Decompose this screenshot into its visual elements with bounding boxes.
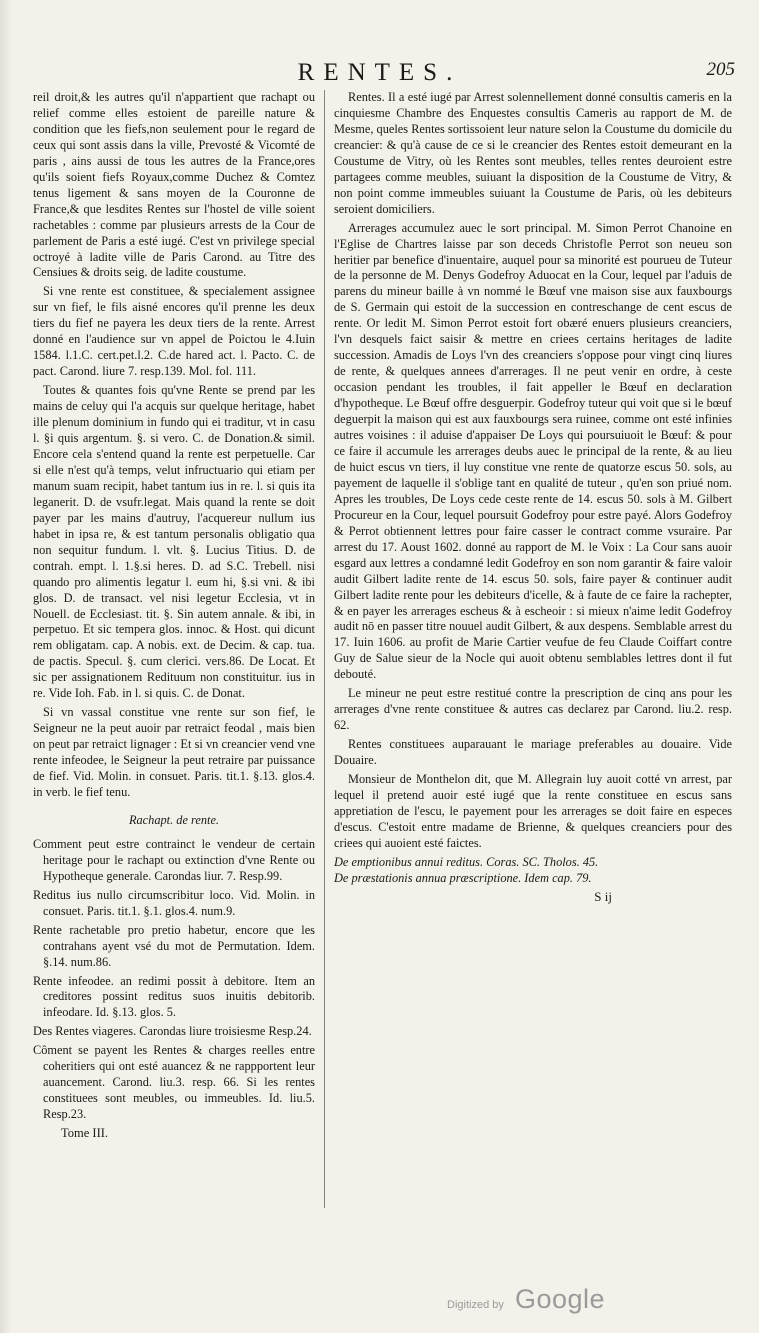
left-column xyxy=(33,90,315,1142)
left-paragraph: Reditus ius nullo circumscribitur loco. Vid. Molin. in consuet. Paris. tit.1. §.1. glos.4. num.9. xyxy=(33,887,315,918)
section-heading: Rachapt. de rente. xyxy=(128,812,220,827)
running-header xyxy=(0,55,759,95)
folio-number: 205 xyxy=(706,59,735,80)
right-column xyxy=(334,90,732,905)
left-paragraph: Si vne rente est constituee, & specialement assignee sur vn fief, le fils aisné encores qu'il prenne les deux tiers du fief ne payera les deux tiers de la rente. Arrest donné en l'audience sur vn appel de Poictou le 4.Iuin 1584. l.1.C. cert.pet.l.2. C.de hared act. l. Pacto. C. de pact. Carond. liure 7. resp.139. Mol. fol. 111. xyxy=(33,284,315,379)
left-paragraph: Côment se payent les Rentes & charges reelles entre coheritiers qui ont esté auancez & ne rappportent leur auancement. Carond. liu.3. resp. 66. Si les rentes constituees sont meubles, ou immeubles. Id. liu.5. Resp.23. xyxy=(33,1043,315,1122)
volume-label: Tome III. xyxy=(61,1126,109,1141)
right-paragraph: Rentes constituees auparauant le mariage preferables au douaire. Vide Douaire. xyxy=(334,737,732,768)
right-paragraph: Le mineur ne peut estre restitué contre la prescription de cinq ans pour les arrerages d'vne rente constituee & autres cas declarez par Carond. liu.2. resp. 62. xyxy=(334,686,732,733)
right-paragraph: Arrerages accumulez auec le sort principal. M. Simon Perrot Chanoine en l'Eglise de Chartres laisse par son deceds Christofle Perrot son neueu son heritier par benefice d'inuentaire, auquel pour sa minorité est pourueu de Tuteur de la personne de M. Denys Godefroy Aduocat en la Cour, lequel par l'aduis de parens du mineur baille à vn nommé le Bœuf vne maison sise aux fauxbourgs de S. Germain qui estoit de la succession en contreschange de cent escus de rente. Or ledit M. Simon Perrot estoit fort obæré enuers plusieurs creanciers, l'vn desquels faict saisir & mettre en criees certains heritages de ladite succession. Amadis de Loys l'vn des creanciers s'oppose pour vingt cinq liures de rente, & quelques annees d'arrerages. Il ne peut venir en ordre, à ceste occasion pendant les troubles, il fait appeller le Bœuf en declaration d'hypotheque. Le Bœuf offre desguerpir. Godefroy tuteur qui voit que si le bœuf deguerpit la maison qui est aux fauxbourgs sera ruinee, comme ont esté infinies autres voisines : il aduise d'appaiser De Loys qui poursuiuoit le Bœuf: & pour ce faire il accumule les arrerages deubs auec le principal de la rente, & au lieu de huict escus vn tiers, il luy constitue vne rente de quatorze escus 50. sols, au payement de laquelle il s'oblige tant en qualité de tuteur , qu'en son priué nom. Apres les troubles, De Loys cede ceste rente de 14. escus 50. sols à M. Gilbert Procureur en la Cour, lequel poursuit Godefroy pour estre payé. Alors Godefroy & Perrot obtiennent lettres pour faire casser le contract comme vsuraire. Par arrest du 17. Aoust 1602. donné au rapport de M. le Voix : La Cour sans auoir esgard aux lettres a condamné ledit Godefroy en son nom garantir & faire valoir audit Gilbert ladite rente de 14. escus 50. sols, faire payer & continuer audit Gilbert ladite rente pour les debiteurs d'icelle, & à faute de ce faire la rachepter, & en payer les arrerages escheus & à escheoir : si mieux n'aime ledit Godefroy audit nō en passer titre nouuel audit Gilbert, & aux despens. Semblable arrest du 17. Iuin 1606. au profit de Marie Cartier veufue de feu Claude Coiffart contre Guy de Salue sieur de la Nocle qui auoit obtenu semblables lettres dont il fut debouté. xyxy=(334,220,732,682)
watermark-prefix: Digitized by xyxy=(447,1299,504,1311)
left-paragraph: Comment peut estre contrainct le vendeur de certain heritage pour le rachapt ou extinction d'vne Rente ou Hypotheque generale. Carondas liur. 7. Resp.99. xyxy=(33,836,315,883)
signature-mark: S ij xyxy=(594,888,612,904)
page-title: RENTES. xyxy=(297,59,462,86)
left-paragraph: Des Rentes viageres. Carondas liure troisiesme Resp.24. xyxy=(33,1024,312,1039)
google-logo: Google xyxy=(515,1284,606,1314)
left-paragraph: Rente rachetable pro pretio habetur, encore que les contrahans ayent vsé du mot de Permutation. Idem. §.14. num.86. xyxy=(33,922,315,969)
left-paragraph: Rente infeodee. an redimi possit à debitore. Item an creditores possint reditus suos inuitis debitorib. infeodare. Id. §.13. glos. 5. xyxy=(33,973,315,1020)
digitized-watermark xyxy=(447,1284,747,1324)
left-paragraph: Toutes & quantes fois qu'vne Rente se prend par les mains de celuy qui l'a acquis sur quelque heritage, habet ille plenum dominium in fundo qui ei traditur, vt in casu l. §i quis argentum. §. si vero. C. de Donation.& simil. Encore cela s'entend quand la rente est perpetuelle. Car si elle n'est qu'à temps, velut infructuario qui etiam per manum suam recipit, habet tantum ius in re. l. si quis ita leganerit. D. de vsufr.legat. Mais quand la rente se doit payer par les mains d'autruy, l'acquereur nullum ius habet in ipsa re, & est tantum personalis obligatio qua non sequitur fundum. l. vlt. §. Lucius Titius. D. de contrah. empt. l. 1.§.si heres. D. ad S.C. Trebell. nisi quando pro alimentis legatur l. eum hi, §.si vni. & ibi glos. D. de transact. vel nisi legetur Ecclesia, vt in Nouell. de Ecclesiast. tit. §. Sin autem annale. & ibi, in perpetuo. Et sic tempera glos. innoc. & Host. qui dicunt rem obligatam. cap. A nobis. ext. de Decim. & cap. tua. de pactis. Specul. §. cum clerici. vers.86. De Locat. Et sic per assignationem Redituum non constituitur. ius in re. Vide Ioh. Fab. in l. si quis. C. de Donat. xyxy=(33,383,315,701)
reference-line: De emptionibus annui reditus. Coras. SC. Tholos. 45. xyxy=(334,854,599,869)
right-paragraph: Monsieur de Monthelon dit, que M. Allegrain luy auoit cotté vn arrest, par lequel il pretend auoir esté iugé que la rente constituee en escus sans appretiation de l'escu, le payement pour les arrerages se doit faire en especes d'escus. C'estoit entre madame de Brienne, & quelques creanciers pour des criees qui auoient esté faictes. xyxy=(334,772,732,850)
right-paragraph: Rentes. Il a esté iugé par Arrest solennellement donné consultis cameris en la cinquiesme Chambre des Enquestes consultis Cameris au rapport de M. de Mesme, queles Rentes sortissoient leur nature selon la Coustume du domicile du creancier: & qu'à cause de ce si le creancier des Rentes estoit demeurant en la Coustume de Vitry, où les Rentes sont meubles, telles rentes deuroient estre partagees comme meubles, suiuant la disposition de la Coustume de Vitry, & non point comme immeubles suiuant la Coustume de Paris, où les debiteurs seroient domiciliers. xyxy=(334,90,732,216)
spine-shadow xyxy=(0,0,12,1333)
column-divider xyxy=(324,90,325,1208)
left-paragraph: reil droit,& les autres qu'il n'appartient que rachapt ou relief comme elles estoient de pareille nature & condition que les fiefs,non seulement pour le regard de ceux qui sont assis dans la ville, Prevosté & Vicomté de paris , ains aussi de tous les autres de la France,ores qu'ils soient fiefs Royaux,comme Duchez & Comtez tenus ligement & sans moyen de la Couronne de France,& que lesdites Rentes sur l'hostel de ville soient rachetables : comme par plusieurs arrests de la Cour de parlement de Paris a esté iugé. C'est vn privilege special octroyé à ladite ville de Paris Carond. au Titre des Censiues & droits seig. de ladite coustume. xyxy=(33,90,315,280)
left-paragraph: Si vn vassal constitue vne rente sur son fief, le Seigneur ne la peut auoir par retraict feodal , mais bien on peut par retraict lignager : Et si vn creancier vend vne rente infeodee, le Seigneur la peut retraire par puissance de fief. Vid. Molin. in consuet. Paris. tit.1. §.13. glos.4. in verb. le fief tenu. xyxy=(33,705,315,799)
reference-line: De præstationis annua præscriptione. Idem cap. 79. xyxy=(334,870,592,885)
